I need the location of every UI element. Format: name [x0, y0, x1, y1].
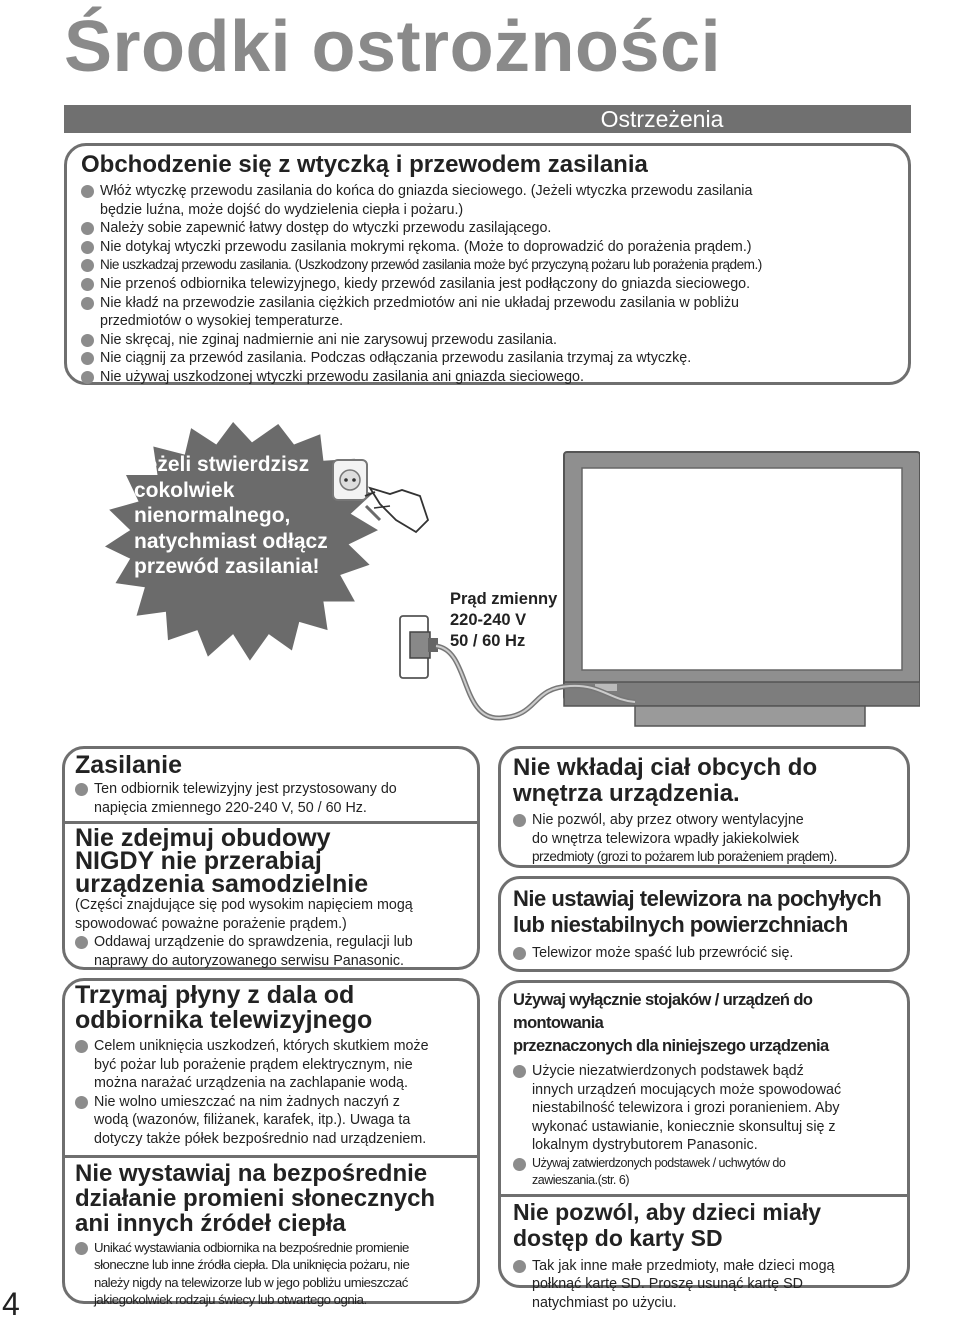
ac-label-line: 50 / 60 Hz	[450, 632, 526, 650]
text-line: zawieszania.(str. 6)	[532, 1172, 629, 1187]
housing-title	[75, 824, 467, 899]
sd-card-title	[513, 1199, 897, 1251]
text-line: natychmiast po użyciu.	[532, 1294, 677, 1311]
text-line: Oddawaj urządzenie do sprawdzenia, regulacji lub	[94, 934, 413, 951]
plug-section-item	[81, 238, 894, 257]
ac-label-line: Prąd zmienny	[450, 590, 558, 608]
text-line: do wnętrza telewizora wpadły jakiekolwiek	[532, 830, 799, 847]
plug-section-item	[81, 219, 894, 238]
text-line: Nie pozwól, aby dzieci miały	[513, 1198, 822, 1225]
sunlight-bullet	[75, 1239, 467, 1309]
text-line: Używaj wyłącznie stojaków / urządzeń do montowania	[513, 991, 813, 1032]
text-line: (Części znajdujące się pod wysokim napięciem mogą	[75, 897, 413, 914]
text-line: Nie wystawiaj na bezpośrednie	[75, 1159, 428, 1187]
burst-warning-text	[134, 452, 328, 580]
text-line: Ten odbiornik telewizyjny jest przystosowany do	[94, 781, 397, 797]
text-line: należy nigdy na telewizorze lub w jego pobliżu umieszczać	[94, 1274, 408, 1290]
ac-label-line: 220-240 V	[450, 611, 527, 629]
stands-bullet-1	[513, 1062, 897, 1155]
burst-line: natychmiast odłącz	[134, 529, 328, 553]
plug-section-box	[64, 143, 911, 385]
stands-box	[498, 980, 910, 1311]
text-line: Trzymaj płyny z dala od	[75, 981, 355, 1009]
power-box	[62, 746, 480, 970]
housing-note	[75, 896, 467, 933]
housing-bullet	[75, 933, 467, 970]
text-line: wnętrza urządzenia.	[513, 780, 740, 807]
plug-section-item	[81, 256, 894, 275]
plug-section-item	[81, 275, 894, 294]
text-line: dotyczy także półek bezpośrednio nad urządzeniem.	[94, 1130, 427, 1147]
text-line: słoneczne lub inne źródła ciepła. Dla uniknięcia pożaru, nie	[94, 1257, 410, 1273]
text-line: można narażać urządzenia na zachlapanie wodą.	[94, 1075, 408, 1092]
text-line: innych urządzeń mocujących może spowodować	[532, 1081, 842, 1098]
wall-socket-icon	[333, 460, 367, 500]
burst-line: Jeżeli stwierdzisz	[134, 453, 310, 476]
plug-section-item	[81, 294, 894, 331]
text-line: być pożar lub porażenie prądem elektrycznym, nie	[94, 1056, 413, 1073]
text-line: Należy sobie zapewnić łatwy dostęp do wtyczki przewodu zasilającego.	[100, 220, 552, 237]
text-line: Nie zdejmuj obudowy	[75, 824, 331, 853]
plug-section-item	[81, 182, 894, 219]
liquids-bullet-1	[75, 1037, 467, 1093]
power-title: Zasilanie	[75, 751, 182, 779]
text-line: Nie uszkadzaj przewodu zasilania. (Uszkodzony przewód zasilania może być przyczyną pożaru lub porażenia prądem.)	[100, 257, 762, 273]
text-line: wykonać ustawianie, koniecznie skonsultuj się z	[532, 1118, 836, 1135]
text-line: niestabilność telewizora i grozi poranieniem. Aby	[532, 1100, 840, 1116]
text-line: przedmioty (grozi to pożarem lub porażeniem prądem).	[532, 849, 837, 865]
burst-line: nienormalnego,	[134, 504, 291, 527]
text-line: napięcia zmiennego 220-240 V, 50 / 60 Hz.	[94, 799, 367, 816]
text-line: odbiornika telewizyjnego	[75, 1006, 373, 1034]
text-line: wodą (wazonów, filiżanek, karafek, itp.). Uwaga ta	[94, 1112, 411, 1129]
stands-bullet-2	[513, 1155, 897, 1189]
text-line: Nie ustawiaj telewizora na pochyłych	[513, 886, 882, 911]
text-line: ani innych źródeł ciepła	[75, 1209, 346, 1237]
plug-section-item	[81, 368, 894, 387]
text-line: Nie pozwól, aby przez otwory wentylacyjne	[532, 812, 804, 828]
plug-section-title: Obchodzenie się z wtyczką i przewodem zasilania	[81, 151, 648, 178]
text-line: Celem uniknięcia uszkodzeń, których skutkiem może	[94, 1038, 429, 1054]
foreign-objects-box	[498, 746, 910, 868]
text-line: Nie wkładaj ciał obcych do	[513, 754, 818, 781]
power-bullet	[75, 780, 467, 817]
text-line: Nie dotykaj wtyczki przewodu zasilania mokrymi rękoma. (Może to doprowadzić do porażenia prądem.)	[100, 238, 752, 255]
liquids-bullet-2	[75, 1093, 467, 1149]
text-line: lub niestabilnych powierzchniach	[513, 912, 848, 937]
liquids-title	[75, 983, 467, 1033]
liquids-box	[62, 978, 480, 1308]
text-line: Unikać wystawiania odbiornika na bezpośrednie promienie	[94, 1239, 409, 1255]
plug-section-item	[81, 331, 894, 350]
text-line: lokalnym dystrybutorem Panasonic.	[532, 1137, 758, 1153]
hand-pulling-plug-icon	[365, 488, 428, 532]
text-line: działanie promieni słonecznych	[75, 1184, 436, 1212]
text-line: Nie skręcaj, nie zginaj nadmiernie ani nie zarysowuj przewodu zasilania.	[100, 331, 557, 348]
sunlight-title	[75, 1161, 467, 1236]
text-line: Nie używaj uszkodzonej wtyczki przewodu zasilania ani gniazda sieciowego.	[100, 368, 584, 385]
text-line: przeznaczonych dla niniejszego urządzenia	[513, 1037, 829, 1055]
sd-card-bullet	[513, 1257, 897, 1313]
text-line: połknąć kartę SD. Proszę usunąć kartę SD	[532, 1276, 803, 1293]
page-number: 4	[2, 1286, 20, 1322]
wall-outlet-icon	[400, 616, 438, 678]
text-line: Nie ciągnij za przewód zasilania. Podczas odłączania przewodu zasilania trzymaj za wtyczkę.	[100, 350, 692, 367]
ac-power-label	[450, 589, 557, 652]
burst-line: cokolwiek	[134, 478, 235, 502]
text-line: Nie wolno umieszczać na nim żadnych naczyń z	[94, 1093, 400, 1110]
text-line: NIGDY nie przerabiaj	[75, 847, 322, 876]
stands-title	[513, 989, 897, 1058]
plug-section-item	[81, 349, 894, 368]
tv-set	[564, 452, 920, 726]
foreign-objects-title	[513, 755, 897, 807]
page-title: Środki ostrożności	[64, 7, 722, 87]
text-line: Telewizor może spaść lub przewrócić się.	[532, 945, 794, 961]
text-line: przedmiotów o wysokiej temperaturze.	[100, 313, 344, 330]
text-line: Włóż wtyczkę przewodu zasilania do końca do gniazda sieciowego. (Jeżeli wtyczka przewodu zasilania	[100, 183, 753, 199]
text-line: będzie luźna, może dojść do wydzielenia ciepła i pożaru.)	[100, 201, 464, 218]
text-line: spowodować poważne porażenie prądem.)	[75, 915, 347, 932]
warning-bar	[64, 105, 911, 133]
text-line: jakiegokolwiek rodzaju świecy lub otwartego ognia.	[94, 1292, 367, 1308]
text-line: urządzenia samodzielnie	[75, 870, 369, 899]
unstable-surface-title	[513, 886, 897, 938]
burst-line: przewód zasilania!	[134, 555, 320, 578]
unstable-surface-box	[498, 876, 910, 972]
unstable-surface-bullet	[513, 944, 897, 963]
text-line: Użycie niezatwierdzonych podstawek bądź	[532, 1063, 804, 1079]
plug-section-list	[81, 182, 894, 387]
text-line: Używaj zatwierdzonych podstawek / uchwytów do	[532, 1155, 786, 1170]
text-line: Nie przenoś odbiornika telewizyjnego, kiedy przewód zasilania jest podłączony do gniazda sieciowego.	[100, 275, 751, 292]
text-line: dostęp do karty SD	[513, 1224, 723, 1251]
foreign-objects-bullet	[513, 811, 897, 867]
text-line: naprawy do autoryzowanego serwisu Panasonic.	[94, 952, 404, 969]
warning-bar-label: Ostrzeżenia	[600, 106, 724, 132]
text-line: Tak jak inne małe przedmioty, małe dzieci mogą	[532, 1257, 835, 1274]
text-line: Nie kładź na przewodzie zasilania ciężkich przedmiotów ani nie układaj przewodu zasilania w pobliżu	[100, 294, 739, 311]
